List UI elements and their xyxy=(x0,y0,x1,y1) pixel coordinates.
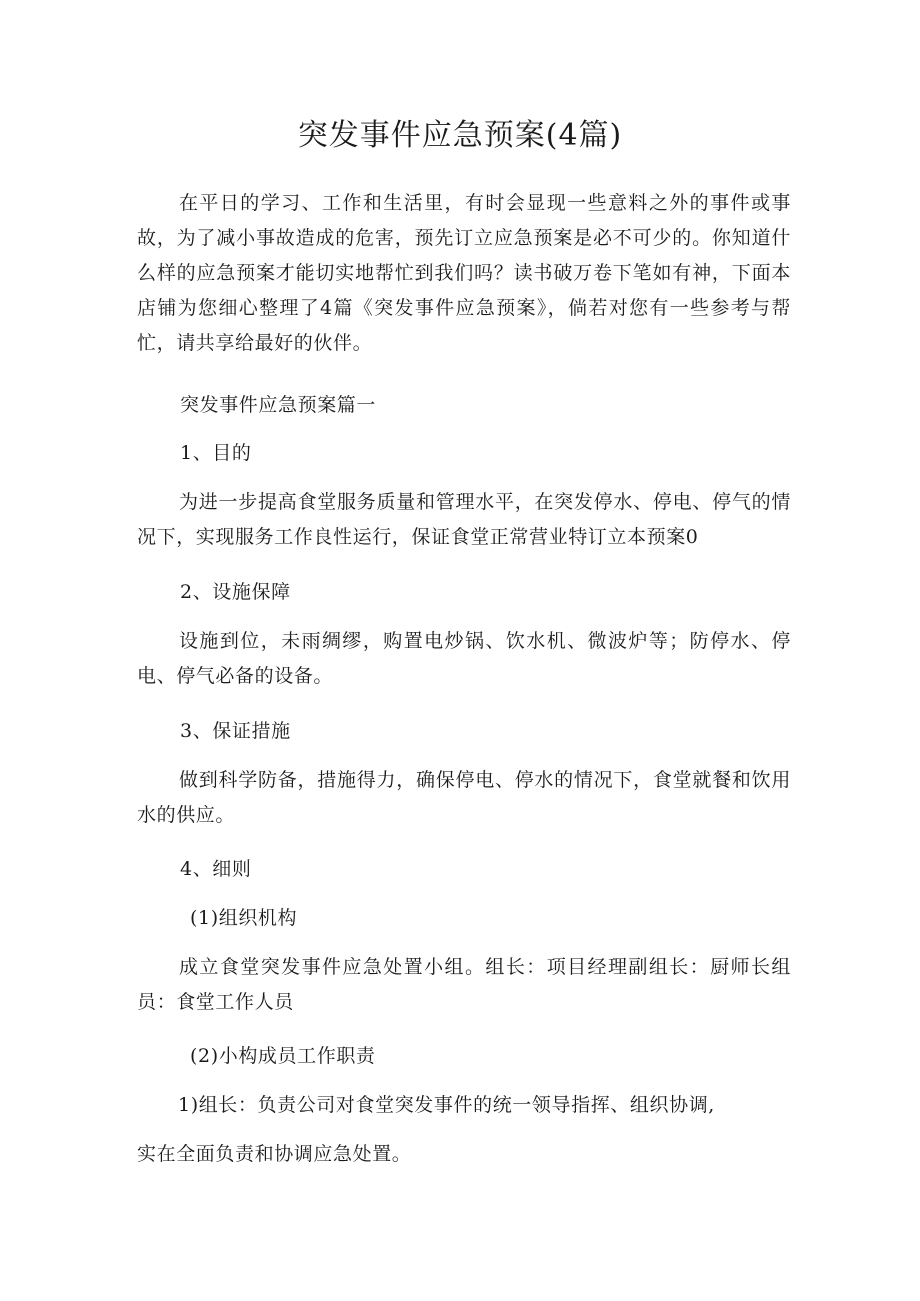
heading-purpose: 1、目的 xyxy=(180,442,252,464)
paragraph-measures: 做到科学防备，措施得力，确保停电、停水的情况下，食堂就餐和饮用水的供应。 xyxy=(137,769,791,826)
subheading-organization: (1)组织机构 xyxy=(190,907,298,929)
subheading-duties: (2)小构成员工作职责 xyxy=(190,1045,376,1067)
list-item-leader: 1)组长：负责公司对食堂突发事件的统一领导指挥、组织协调, xyxy=(178,1094,715,1116)
page-title: 突发事件应急预案(4篇) xyxy=(297,118,623,153)
intro-paragraph: 在平日的学习、工作和生活里，有时会显现一些意料之外的事件或事故，为了减小事故造成的危害，预先订立应急预案是必不可少的。你知道什么样的应急预案才能切实地帮忙到我们吗？读书破万卷下笔如有神，下面本店铺为您细心整理了4篇《突发事件应急预案》，倘若对您有一些参考与帮忙，请共享给最好的伙伴。 xyxy=(137,192,791,354)
heading-facilities: 2、设施保障 xyxy=(180,581,291,603)
paragraph-organization: 成立食堂突发事件应急处置小组。组长：项目经理副组长：厨师长组员：食堂工作人员 xyxy=(137,956,791,1013)
paragraph-facilities: 设施到位，未雨绸缪，购置电炒锅、饮水机、微波炉等；防停水、停电、停气必备的设备。 xyxy=(137,630,791,687)
heading-rules: 4、细则 xyxy=(180,858,252,880)
list-item-leader-continued: 实在全面负责和协调应急处置。 xyxy=(137,1143,412,1165)
section-title: 突发事件应急预案篇一 xyxy=(180,394,377,416)
heading-measures: 3、保证措施 xyxy=(180,720,291,742)
paragraph-purpose: 为进一步提高食堂服务质量和管理水平，在突发停水、停电、停气的情况下，实现服务工作良性运行，保证食堂正常营业特订立本预案0 xyxy=(137,491,791,548)
